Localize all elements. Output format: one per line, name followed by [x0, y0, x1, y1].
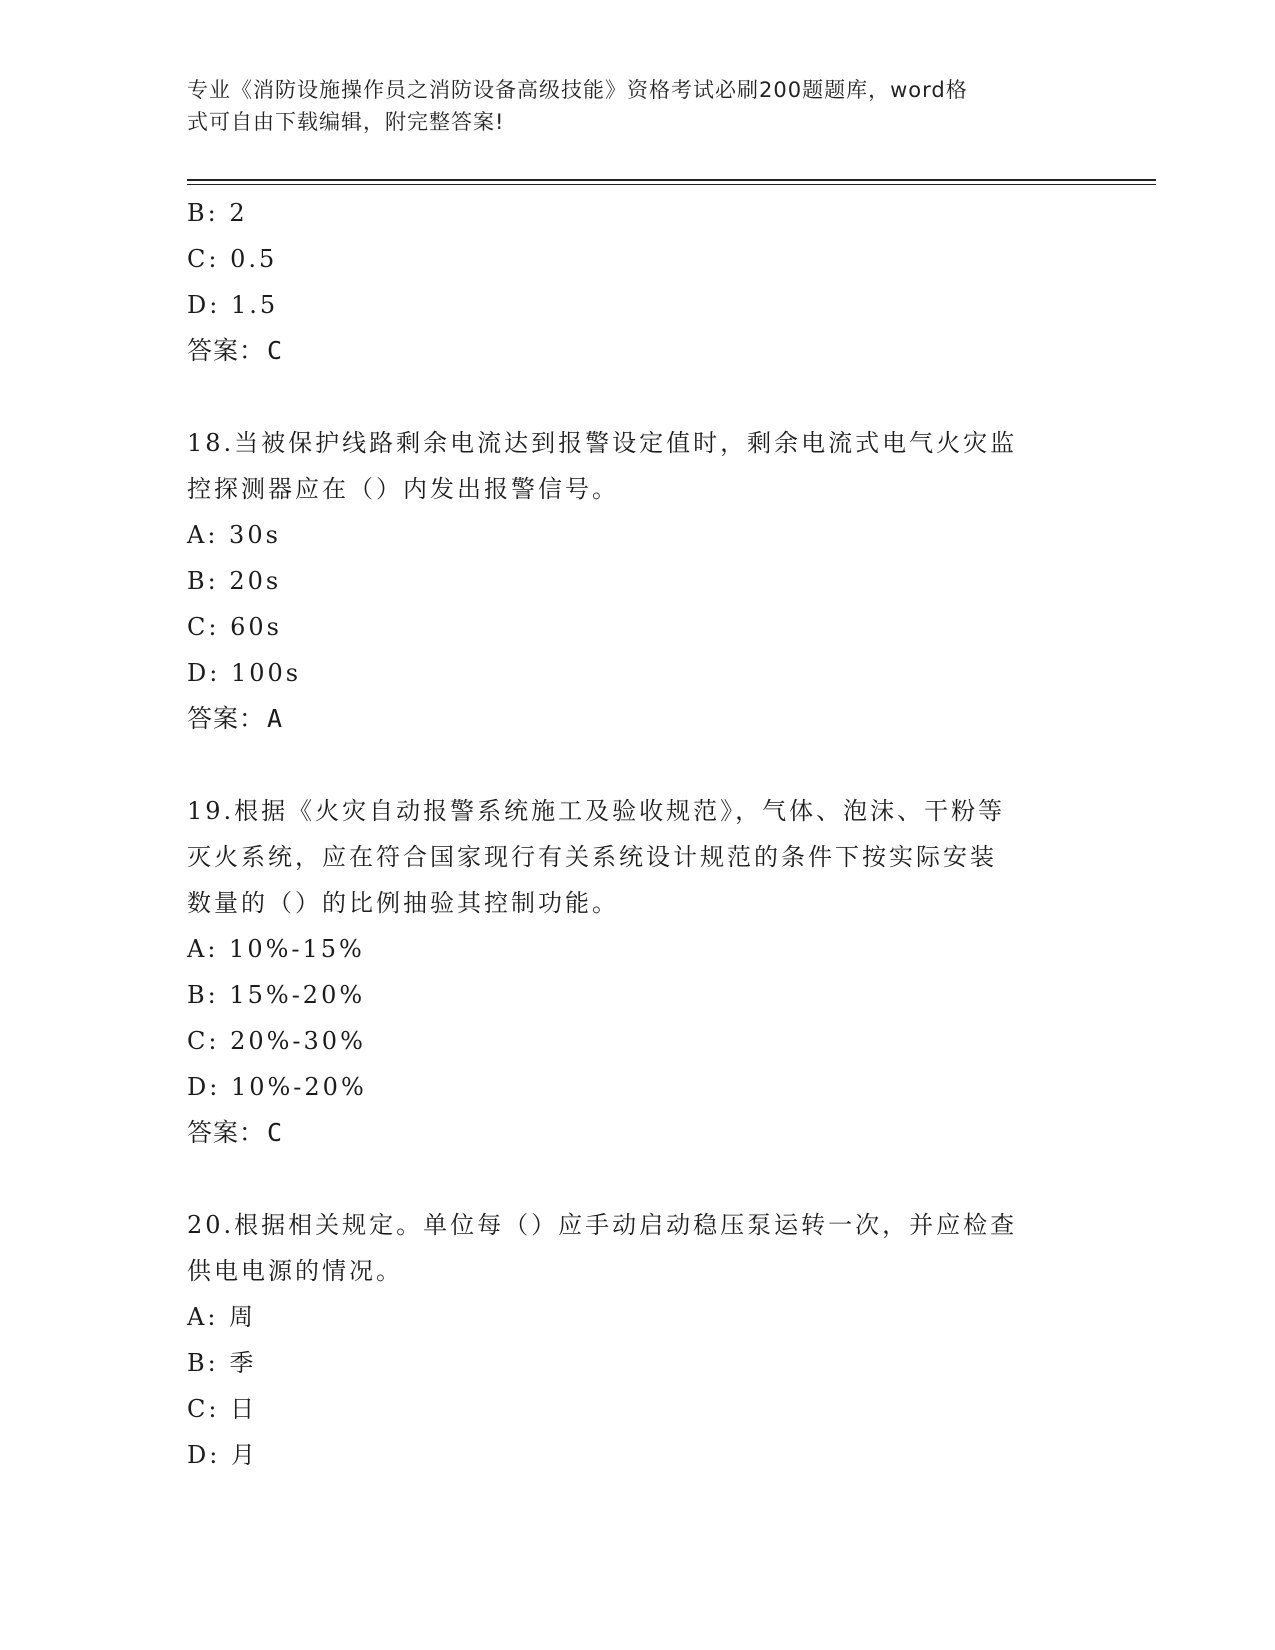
question-stem-line: 19.根据《火灾自动报警系统施工及验收规范》，气体、泡沫、干粉等	[187, 797, 1006, 825]
answer-value: C	[267, 336, 284, 365]
option-b: B: 2	[187, 199, 248, 227]
question-list	[187, 190, 1087, 1478]
question-stem-line: 供电电源的情况。	[187, 1257, 403, 1285]
question-block-20	[187, 1202, 1087, 1478]
question-block-19	[187, 788, 1087, 1156]
option-b: B: 20s	[187, 567, 282, 595]
answer-value: A	[267, 704, 284, 733]
option-b: B: 季	[187, 1349, 257, 1377]
prev-question-block	[187, 190, 1087, 374]
answer-label: 答案：	[187, 1118, 266, 1147]
option-b: B: 15%-20%	[187, 981, 366, 1009]
question-stem-line: 灭火系统，应在符合国家现行有关系统设计规范的条件下按实际安装	[187, 843, 997, 871]
option-c: C: 60s	[187, 613, 282, 641]
answer-line	[187, 328, 1087, 374]
header-divider-thin	[187, 184, 1156, 185]
option-a: A: 10%-15%	[187, 935, 365, 963]
option-c: C: 20%-30%	[187, 1027, 366, 1055]
question-stem-line: 控探测器应在（）内发出报警信号。	[187, 475, 619, 503]
option-c: C: 0.5	[187, 245, 278, 273]
answer-line	[187, 696, 1087, 742]
option-d: D: 100s	[187, 659, 302, 687]
option-d: D: 月	[187, 1441, 258, 1469]
document-header	[187, 74, 1067, 138]
question-stem-line: 18.当被保护线路剩余电流达到报警设定值时，剩余电流式电气火灾监	[187, 429, 1018, 457]
answer-value: C	[267, 1118, 284, 1147]
question-stem-line: 数量的（）的比例抽验其控制功能。	[187, 889, 619, 917]
answer-line	[187, 1110, 1087, 1156]
option-a: A: 周	[187, 1303, 257, 1331]
option-d: D: 10%-20%	[187, 1073, 367, 1101]
answer-label: 答案：	[187, 336, 266, 365]
option-c: C: 日	[187, 1395, 258, 1423]
option-d: D: 1.5	[187, 291, 279, 319]
header-line-2: 式可自由下载编辑，附完整答案!	[187, 110, 505, 134]
question-block-18	[187, 420, 1087, 742]
answer-label: 答案：	[187, 704, 266, 733]
header-line-1: 专业《消防设施操作员之消防设备高级技能》资格考试必刷200题题库，word格	[187, 78, 968, 102]
question-stem-line: 20.根据相关规定。单位每（）应手动启动稳压泵运转一次，并应检查	[187, 1211, 1018, 1239]
header-divider-thick	[187, 179, 1156, 181]
option-a: A: 30s	[187, 521, 281, 549]
